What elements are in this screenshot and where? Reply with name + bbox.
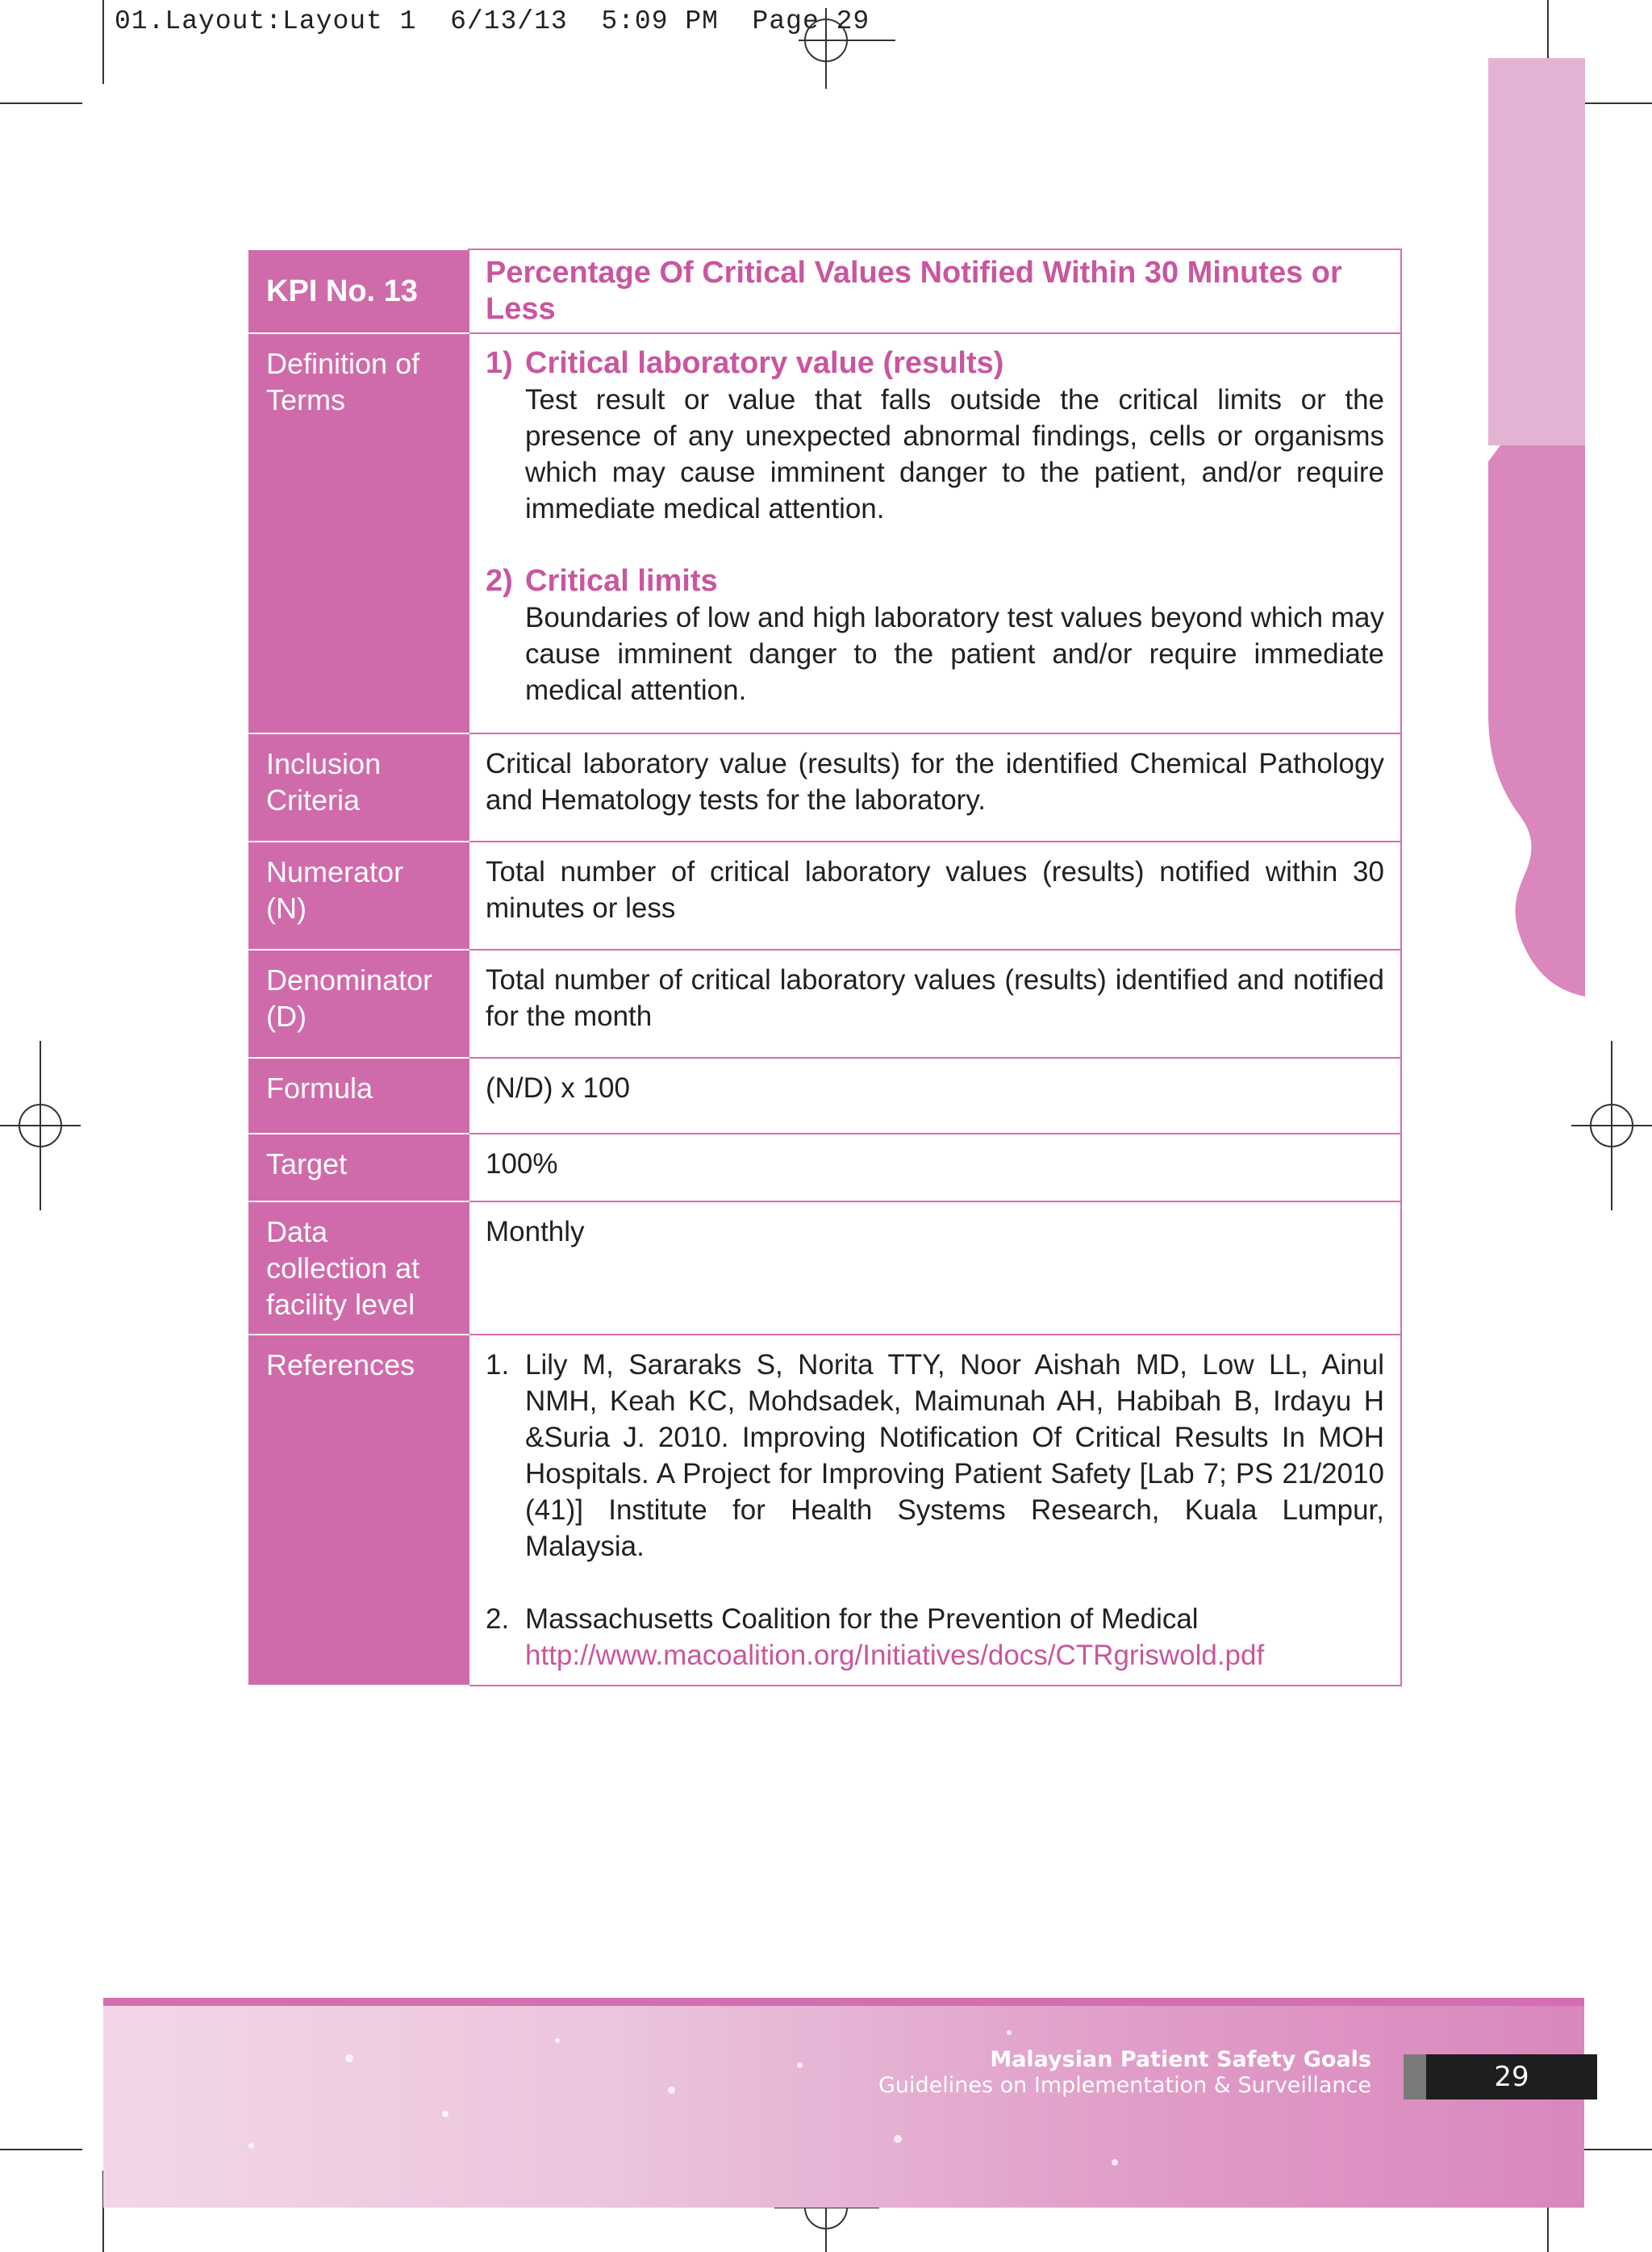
sparkle-decoration <box>555 2038 560 2043</box>
reference-text: Lily M, Sararaks S, Norita TTY, Noor Aishah MD, Low LL, Ainul NMH, Keah KC, Mohdsadek, Maimunah AH, Habibah B, Irdayu H &Suria J. 2010. Improving Notification Of Critical Results In MOH Hospitals. A Project for Improving Patient Safety [Lab 7; PS 21/2010 (41)] Institute for Health Systems Research, Kuala Lumpur, Malaysia. <box>525 1349 1384 1562</box>
inclusion-label: Inclusion Criteria <box>249 733 469 842</box>
definition-item-title: 2) Critical limits <box>486 564 718 598</box>
data-collection-value: Monthly <box>469 1201 1401 1335</box>
target-row <box>249 1134 1401 1201</box>
footer-band <box>103 1998 1584 2208</box>
definition-item-number: 2) <box>486 564 513 598</box>
crop-mark <box>102 0 104 84</box>
sparkle-decoration <box>345 2054 353 2062</box>
data-collection-label: Data collection at facility level <box>249 1201 469 1335</box>
denominator-row <box>249 950 1401 1058</box>
page-number: 29 <box>1404 2054 1597 2099</box>
slug-page: Page 29 <box>752 6 870 36</box>
target-value: 100% <box>469 1134 1401 1201</box>
sparkle-decoration <box>1112 2159 1118 2166</box>
kpi-table <box>248 249 1402 1686</box>
definition-row <box>249 333 1401 733</box>
definition-item-number: 1) <box>486 346 513 380</box>
formula-row <box>249 1058 1401 1134</box>
sparkle-decoration <box>442 2111 448 2117</box>
footer-title <box>878 2047 1371 2099</box>
sparkle-decoration <box>248 2143 254 2149</box>
references-label: References <box>249 1335 469 1686</box>
target-label: Target <box>249 1134 469 1201</box>
side-band-light <box>1488 58 1585 445</box>
reference-item <box>486 1601 1384 1673</box>
kpi-title: Percentage Of Critical Values Notified Within 30 Minutes or Less <box>469 249 1401 333</box>
slug-date: 6/13/13 <box>450 6 568 36</box>
numerator-value: Total number of critical laboratory values (results) notified within 30 minutes or less <box>469 842 1401 950</box>
sparkle-decoration <box>668 2087 675 2094</box>
inclusion-row <box>249 733 1401 842</box>
numerator-label: Numerator (N) <box>249 842 469 950</box>
reference-link[interactable]: http://www.macoalition.org/Initiatives/docs/CTRgriswold.pdf <box>525 1640 1265 1671</box>
footer-title-line2: Guidelines on Implementation & Surveillance <box>878 2073 1371 2098</box>
side-band-dark <box>1488 445 1585 996</box>
sparkle-decoration <box>797 2062 803 2068</box>
reference-number: 1. <box>486 1349 510 1381</box>
sparkle-decoration <box>1007 2030 1012 2035</box>
references-row <box>249 1335 1401 1686</box>
footer-title-line1: Malaysian Patient Safety Goals <box>990 2047 1371 2072</box>
registration-mark-left <box>0 1041 89 1210</box>
crop-mark <box>0 102 82 104</box>
definition-label: Definition of Terms <box>249 333 469 733</box>
references-value <box>469 1335 1401 1686</box>
registration-mark-top <box>799 8 895 89</box>
definition-item-text: Test result or value that falls outside the critical limits or the presence of any unexpected abnormal findings, cells or organisms which may cause imminent danger to the patient, and/or require immediate medical attention. <box>525 384 1384 524</box>
inclusion-value: Critical laboratory value (results) for the identified Chemical Pathology and Hematology tests for the laboratory. <box>469 733 1401 842</box>
denominator-value: Total number of critical laboratory values (results) identified and notified for the month <box>469 950 1401 1058</box>
data-collection-row <box>249 1201 1401 1335</box>
formula-label: Formula <box>249 1058 469 1134</box>
reference-number: 2. <box>486 1603 510 1635</box>
kpi-number: KPI No. 13 <box>249 249 469 333</box>
registration-mark-right <box>1565 1041 1652 1210</box>
definition-item-text: Boundaries of low and high laboratory test values beyond which may cause imminent danger to the patient and/or require immediate medical attention. <box>525 602 1384 706</box>
kpi-header-row <box>249 249 1401 333</box>
definition-item-title: 1) Critical laboratory value (results) <box>486 346 1004 380</box>
formula-value: (N/D) x 100 <box>469 1058 1401 1134</box>
definition-value <box>469 333 1401 733</box>
slug-time: 5:09 PM <box>601 6 719 36</box>
reference-item <box>486 1347 1384 1565</box>
numerator-row <box>249 842 1401 950</box>
sparkle-decoration <box>894 2135 902 2143</box>
slug-layout: 01.Layout:Layout 1 <box>115 6 417 36</box>
crop-mark <box>0 2149 82 2150</box>
printer-slug <box>115 6 870 36</box>
reference-text: Massachusetts Coalition for the Prevention of Medical <box>525 1603 1199 1635</box>
denominator-label: Denominator (D) <box>249 950 469 1058</box>
